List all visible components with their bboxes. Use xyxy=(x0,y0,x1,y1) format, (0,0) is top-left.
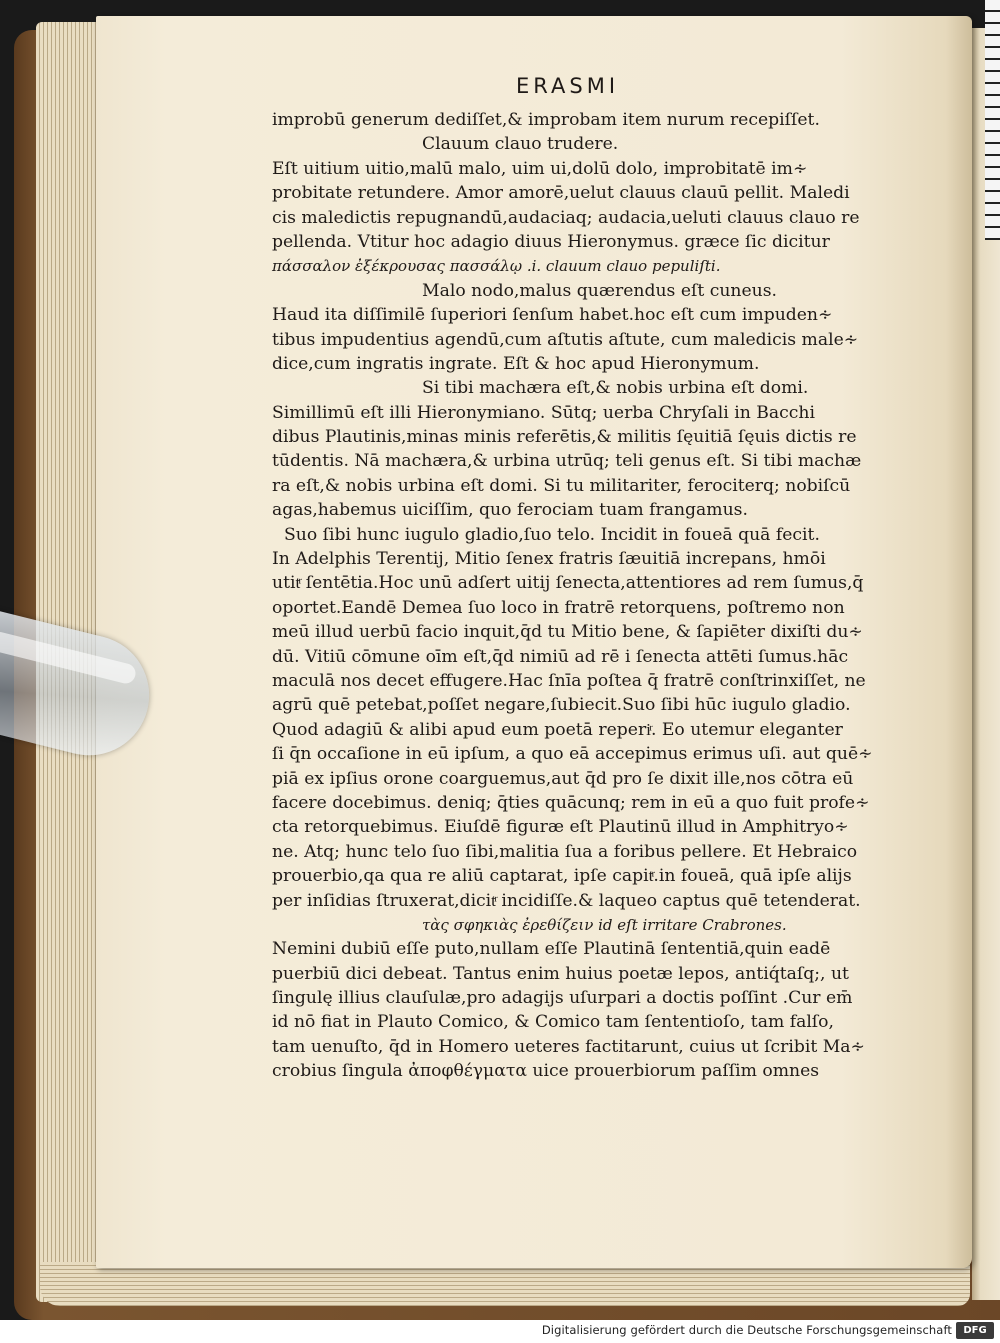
text-line: crobius ſingula ἀποφθέγματα uice prouerbiorum paſſim omnes xyxy=(272,1061,820,1082)
text-line: puerbiū dici debeat. Tantus enim huius poetæ lepos, antiq́taſq;, ut xyxy=(272,963,849,984)
text-line: agas,habemus uiciſſim, quo ferociam tuam frangamus. xyxy=(272,500,748,521)
page-body-text xyxy=(272,108,922,1084)
text-line: probitate retundere. Amor amorē,uelut clauus clauū pellit. Maledi xyxy=(272,183,850,204)
text-line: πάσσαλον ἐξέκρουσας πασσάλῳ .i. clauum clauo pepuliſti. xyxy=(272,257,721,276)
page-edges-bottom xyxy=(40,1262,970,1306)
text-line: oportet.Eandē Demea ſuo loco in fratrē retorquens, poſtremo non xyxy=(272,597,845,618)
text-line: ne. Atq; hunc telo ſuo ſibi,malitia ſua a foribus pellere. Et Hebraico xyxy=(272,841,858,862)
text-line: maculā nos decet effugere.Hac ſnīa poſtea q̄ fratrē conſtrinxiſſet, ne xyxy=(272,670,866,691)
text-line: improbū generum dediſſet,& improbam item nurum recepiſſet. xyxy=(272,110,820,130)
text-line: Eſt uitium uitio,malū malo, uim ui,dolū dolo, improbitatē im∻ xyxy=(272,158,808,179)
text-line: dibus Plautinis,minas minis referētis,& militis ſęuitiā ſęuis dictis re xyxy=(272,427,857,448)
text-line: ra eſt,& nobis urbina eſt domi. Si tu militariter, ferociterq; nobiſcū xyxy=(272,475,851,496)
text-line: Clauum clauo trudere. xyxy=(422,134,619,155)
text-line: pellenda. Vtitur hoc adagio diuus Hieronymus. græce ſic dicitur xyxy=(272,231,830,252)
text-line: agrū quē petebat,poſſet negare,ſubiecit.Suo ſibi hūc iugulo gladio. xyxy=(272,695,851,716)
text-line: facere docebimus. deniq; q̄ties quācunq; rem in eū a quo fuit profe∻ xyxy=(272,792,870,813)
text-line: ſi q̄n occaſione in eū ipſum, a quo eā accepimus erimus uſi. aut quē∻ xyxy=(272,744,873,765)
text-line: utitͬ ſentētia.Hoc unū adſert uitij ſenecta,attentiores ad rem ſumus,q̄ xyxy=(272,573,864,594)
text-line: ſingulę illius clauſulæ,pro adagijs uſurpari a doctis poſſint .Cur em̄ xyxy=(272,988,853,1009)
text-line: Nemini dubiū eſſe puto,nullam eſſe Plautinā ſententiā,quin eadē xyxy=(272,939,831,960)
text-line: In Adelphis Terentij, Mitio ſenex fratris ſæuitiā increpans, hmōi xyxy=(272,549,826,570)
text-line: dice,cum ingratis ingrate. Eſt & hoc apud Hieronymum. xyxy=(272,353,760,374)
text-line: Simillimū eſt illi Hieronymiano. Sūtq; uerba Chryſali in Bacchi xyxy=(272,402,815,423)
text-line: Quod adagiū & alibi apud eum poetā reperiͬ. Eo utemur eleganter xyxy=(272,719,843,740)
text-line: per inſidias ſtruxerat,dicitͬ incidiſſe.& laqueo captus quē tetenderat. xyxy=(272,890,861,911)
running-title: ERASMI xyxy=(516,74,620,98)
scale-ruler xyxy=(985,0,1000,240)
funding-notice: Digitalisierung gefördert durch die Deutsche Forschungsgemeinschaft xyxy=(541,1323,952,1337)
text-line: Si tibi machæra eſt,& nobis urbina eſt domi. xyxy=(422,378,809,399)
text-line: tam uenuſto, q̄d in Homero ueteres factitarunt, cuius ut ſcribit Ma∻ xyxy=(272,1036,865,1057)
text-line: Suo ſibi hunc iugulo gladio,ſuo telo. Incidit in foueā quā fecit. xyxy=(284,524,820,545)
text-line: prouerbio,qa qua re aliū captarat, ipſe capitͬ.in foueā, quā ipſe alijs xyxy=(272,866,852,887)
text-line: id nō fiat in Plauto Comico, & Comico tam ſententioſo, tam falſo, xyxy=(272,1012,834,1033)
text-line: cta retorquebimus. Eiuſdē figuræ eſt Plautinū illud in Amphitryo∻ xyxy=(272,817,849,838)
text-line: dū. Vitiū cōmune oīm eſt,q̄d nimiū ad rē i ſenecta attēti ſumus.hāc xyxy=(272,646,849,667)
text-line: τὰς σφηκιὰς ἐρεθίζειν id eſt irritare Crabrones. xyxy=(422,915,787,934)
text-line: tūdentis. Nā machæra,& urbina utrūq; teli genus eſt. Si tibi machæ xyxy=(272,451,862,472)
dfg-logo: DFG xyxy=(956,1322,994,1339)
text-line: cis maledictis repugnandū,audaciaq; audacia,ueluti clauus clauo re xyxy=(272,207,860,228)
text-line: piā ex ipſius orone coarguemus,aut q̄d pro ſe dixit ille,nos cōtra eū xyxy=(272,768,854,789)
text-line: meū illud uerbū facio inquit,q̄d tu Mitio bene, & ſapiēter dixiſti du∻ xyxy=(272,622,863,643)
footer-bar xyxy=(0,1320,1000,1343)
text-line: Malo nodo,malus quærendus eſt cuneus. xyxy=(422,280,778,301)
text-line: Haud ita diſſimilē ſuperiori ſenſum habet.hoc eſt cum impuden∻ xyxy=(272,305,833,326)
text-line: tibus impudentius agendū,cum aſtutis aſtute, cum maledicis male∻ xyxy=(272,329,859,350)
